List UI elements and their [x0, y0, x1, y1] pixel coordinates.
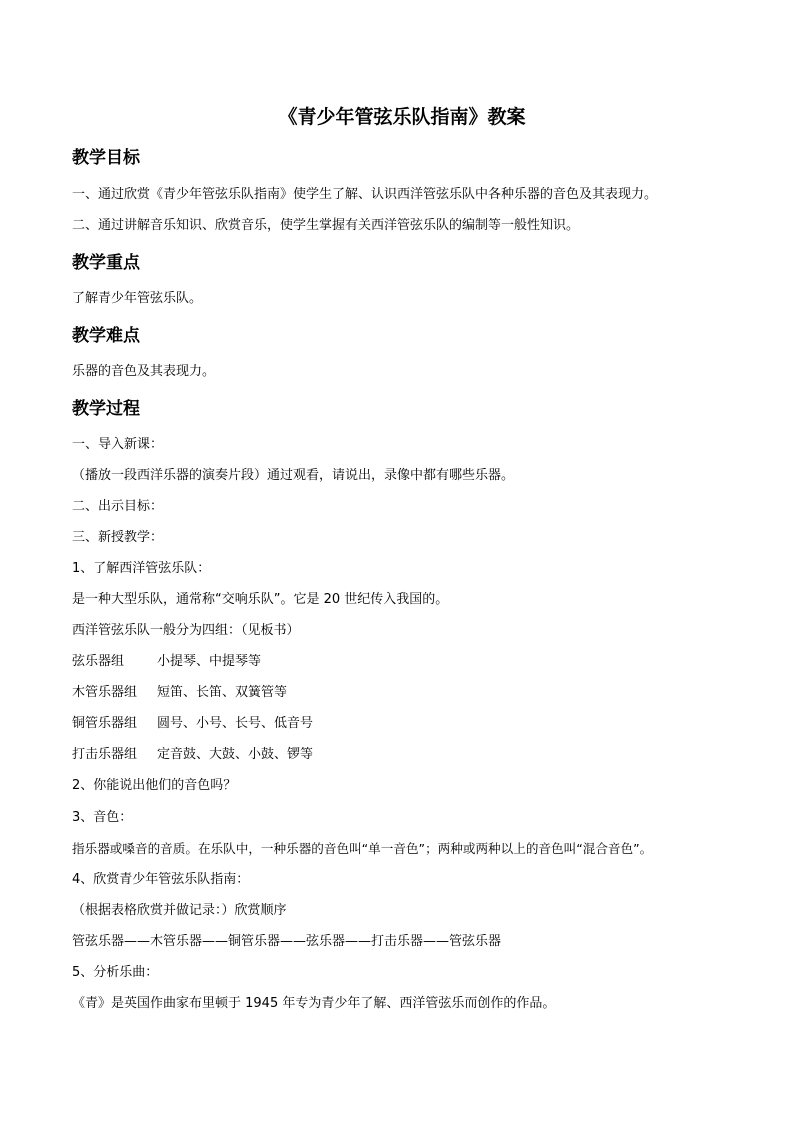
- heading-difficulty: 教学难点: [72, 326, 140, 346]
- process-line: 4、欣赏青少年管弦乐队指南：: [72, 872, 250, 887]
- process-line: 2、你能说出他们的音色吗？: [72, 778, 237, 793]
- process-line: （根据表格欣赏并做记录：）欣赏顺序: [72, 903, 287, 918]
- process-line: （播放一段西洋乐器的演奏片段）通过观看，请说出，录像中都有哪些乐器。: [72, 468, 515, 483]
- process-line: 二、出示目标：: [72, 499, 164, 514]
- group-members: 短笛、长笛、双簧管等: [157, 685, 288, 700]
- process-line: 是一种大型乐队，通常称“交响乐队”。它是 20 世纪传入我国的。: [72, 592, 449, 607]
- process-line: 指乐器或嗓音的音质。在乐队中，一种乐器的音色叫“单一音色”；两种或两种以上的音色叫“混合音色”。: [72, 841, 653, 856]
- instrument-group-row: [72, 746, 313, 764]
- process-line: 一、导入新课：: [72, 437, 164, 452]
- page-title: 《青少年管弦乐队指南》教案: [278, 106, 526, 128]
- process-line: 3、音色：: [72, 810, 133, 825]
- group-name: 打击乐器组: [72, 747, 138, 762]
- heading-key: 教学重点: [72, 253, 140, 273]
- instrument-group-row: [72, 653, 261, 671]
- group-members: 小提琴、中提琴等: [157, 654, 262, 669]
- process-line: 《青》是英国作曲家布里顿于 1945 年专为青少年了解、西洋管弦乐而创作的作品。: [72, 996, 556, 1011]
- group-members: 圆号、小号、长号、低音号: [157, 716, 314, 731]
- listening-order: 管弦乐器——木管乐器——铜管乐器——弦乐器——打击乐器——管弦乐器: [72, 934, 502, 949]
- document-page: [72, 0, 732, 1123]
- instrument-group-row: [72, 684, 287, 702]
- heading-process: 教学过程: [72, 399, 140, 419]
- key-text: 了解青少年管弦乐队。: [72, 291, 203, 306]
- instrument-group-row: [72, 715, 313, 733]
- process-line: 三、新授教学：: [72, 530, 164, 545]
- process-line: 1、了解西洋管弦乐队：: [72, 561, 211, 576]
- group-members: 定音鼓、大鼓、小鼓、锣等: [157, 747, 314, 762]
- heading-goals: 教学目标: [72, 148, 140, 168]
- group-name: 弦乐器组: [72, 654, 125, 669]
- difficulty-text: 乐器的音色及其表现力。: [72, 364, 216, 379]
- goal-item-1: 一、通过欣赏《青少年管弦乐队指南》使学生了解、认识西洋管弦乐队中各种乐器的音色及其表现力。: [72, 187, 658, 202]
- group-name: 铜管乐器组: [72, 716, 138, 731]
- goal-item-2: 二、通过讲解音乐知识、欣赏音乐，使学生掌握有关西洋管弦乐队的编制等一般性知识。: [72, 218, 580, 233]
- process-line: 5、分析乐曲：: [72, 965, 159, 980]
- group-name: 木管乐器组: [72, 685, 138, 700]
- process-line: 西洋管弦乐队一般分为四组：（见板书）: [72, 623, 300, 638]
